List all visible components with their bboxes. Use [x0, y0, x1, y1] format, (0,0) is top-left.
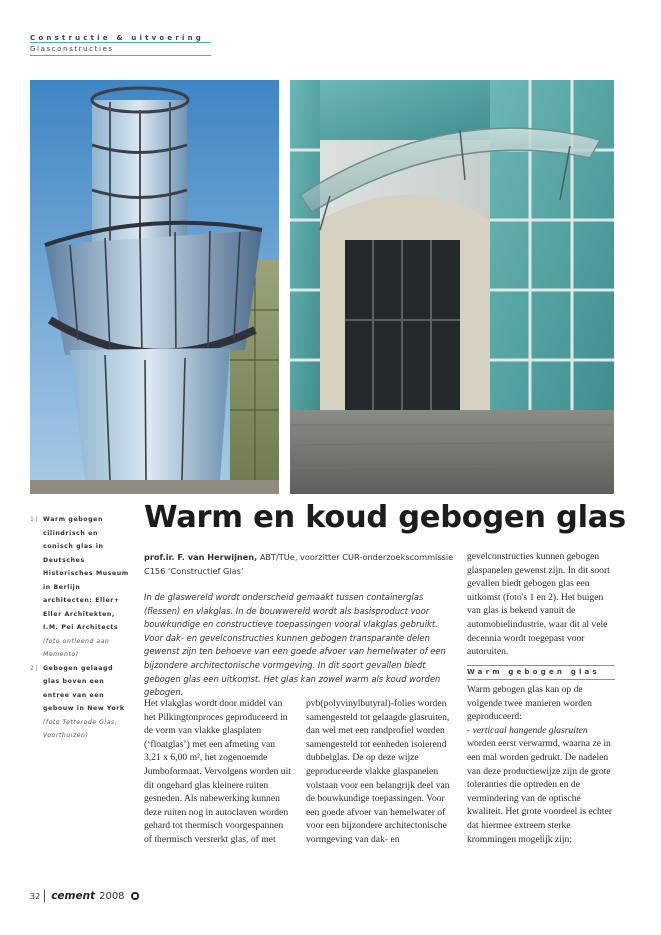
- magazine-year: 2008: [99, 890, 125, 902]
- caption-2: [30, 662, 130, 743]
- article-lead: In de glaswereld wordt onderscheid gemaakt tussen containerglas (flessen) en vlakglas. In de bouwwereld wordt als basisproduct voor bouwkundige en constructieve toepassingen vooral vlakglas gebruikt. Voor dak- en gevelconstructies kunnen gebogen transparante delen gewenst zijn ten behoeve van een goede afvoer van hemelwater of een bijzondere architectonische vormgeving. In dit soort gevallen biedt gebogen glas een uitkomst. Het glas kan zowel warm als koud worden gebogen.: [144, 592, 446, 698]
- box-rule-bottom: [467, 679, 615, 680]
- caption-text: Gebogen gelaagd glas boven een entree van een gebouw in New York: [43, 664, 125, 712]
- body-column-3: gevelconstructies kunnen gebogen glaspanelen gewenst zijn. In dit soort gevallen biedt gebogen glas een uitkomst (foto's 1 en 2). Het buigen van glas is bekend vanuit de automobielindustrie, waar dit al vele decennia wordt toegepast voor autoruiten.: [467, 551, 610, 658]
- caption-number: 2 |: [30, 664, 38, 672]
- caption-credit: (foto Tetterode Glas, Voorthuizen): [43, 718, 118, 739]
- article-author: [144, 550, 456, 578]
- box-item-text: worden eerst verwarmd, waarna ze in een mal worden gedrukt. De nadelen van deze productiewijze zijn de grote toleranties die optreden en de vermindering van de optische kwaliteit. Het grote voordeel is echter dat hiermee extreem sterke krommingen mogelijk zijn;: [467, 738, 612, 845]
- page-footer: [30, 890, 139, 902]
- footer-divider: [44, 890, 45, 902]
- author-name: prof.ir. F. van Herwijnen,: [144, 552, 258, 562]
- header-rule-bottom: [30, 55, 211, 56]
- caption-text: Warm gebogen cilindrisch en conisch glas in Deutsches Historisches Museum in Berlijn architecten: Eller+ Eller Architekten, I.M. Pei Architects: [43, 516, 129, 631]
- subsection-label: Glasconstructies: [30, 45, 114, 53]
- box-intro: Warm gebogen glas kan op de volgende twee manieren worden geproduceerd:: [467, 684, 592, 723]
- page-number: 32: [30, 891, 41, 901]
- photo-glass-tower: [30, 80, 279, 494]
- article-title: Warm en koud gebogen glas: [144, 500, 626, 535]
- section-label: Constructie & uitvoering: [30, 34, 204, 42]
- magazine-logo-icon: [131, 892, 139, 900]
- box-heading: Warm gebogen glas: [467, 668, 600, 676]
- box-body: [467, 683, 615, 846]
- photo-captions: [30, 513, 130, 743]
- caption-1: [30, 513, 130, 662]
- magazine-name: cement: [51, 890, 96, 902]
- body-column-2: pvb(polyvinylbutyral)-folies worden samengesteld tot gelaagde glasruiten, dan wel met een randprofiel worden samengesteld tot eenheden isolerend dubbelglas. De op deze wijze geproduceerde vlakke glaspanelen volstaan voor een belangrijk deel van de bouwkundige toepassingen. Voor een goede afvoer van hemelwater of voor een bijzondere architectonische vormgeving van dak- en: [306, 698, 450, 845]
- header-rule: [30, 42, 211, 43]
- body-column-1: Het vlakglas wordt door middel van het Pilkingtonproces geproduceerd in de vorm van vlakke glasplaten (‘floatglas’) met een afmeting van 3,21 x 6,00 m², het zogenoemde Jumboformaat. Vervolgens worden uit dit ongehard glas kleinere ruiten gesneden. Als nabewerking kunnen deze ruiten nog in autoclaven worden gehard tot thermisch voorgespannen of thermisch versterkt glas, of met: [144, 698, 291, 845]
- author-role: ABT/TUe, voorzitter CUR-onderzoekscommissie C156 ‘Constructief Glas’: [144, 552, 454, 576]
- box-item-label: - verticaal hangende glasruiten: [467, 724, 588, 736]
- box-rule: [467, 665, 615, 666]
- photo-glass-canopy: [290, 80, 614, 494]
- caption-credit: (foto ontleend aan Memento): [43, 637, 110, 658]
- caption-number: 1 |: [30, 516, 38, 523]
